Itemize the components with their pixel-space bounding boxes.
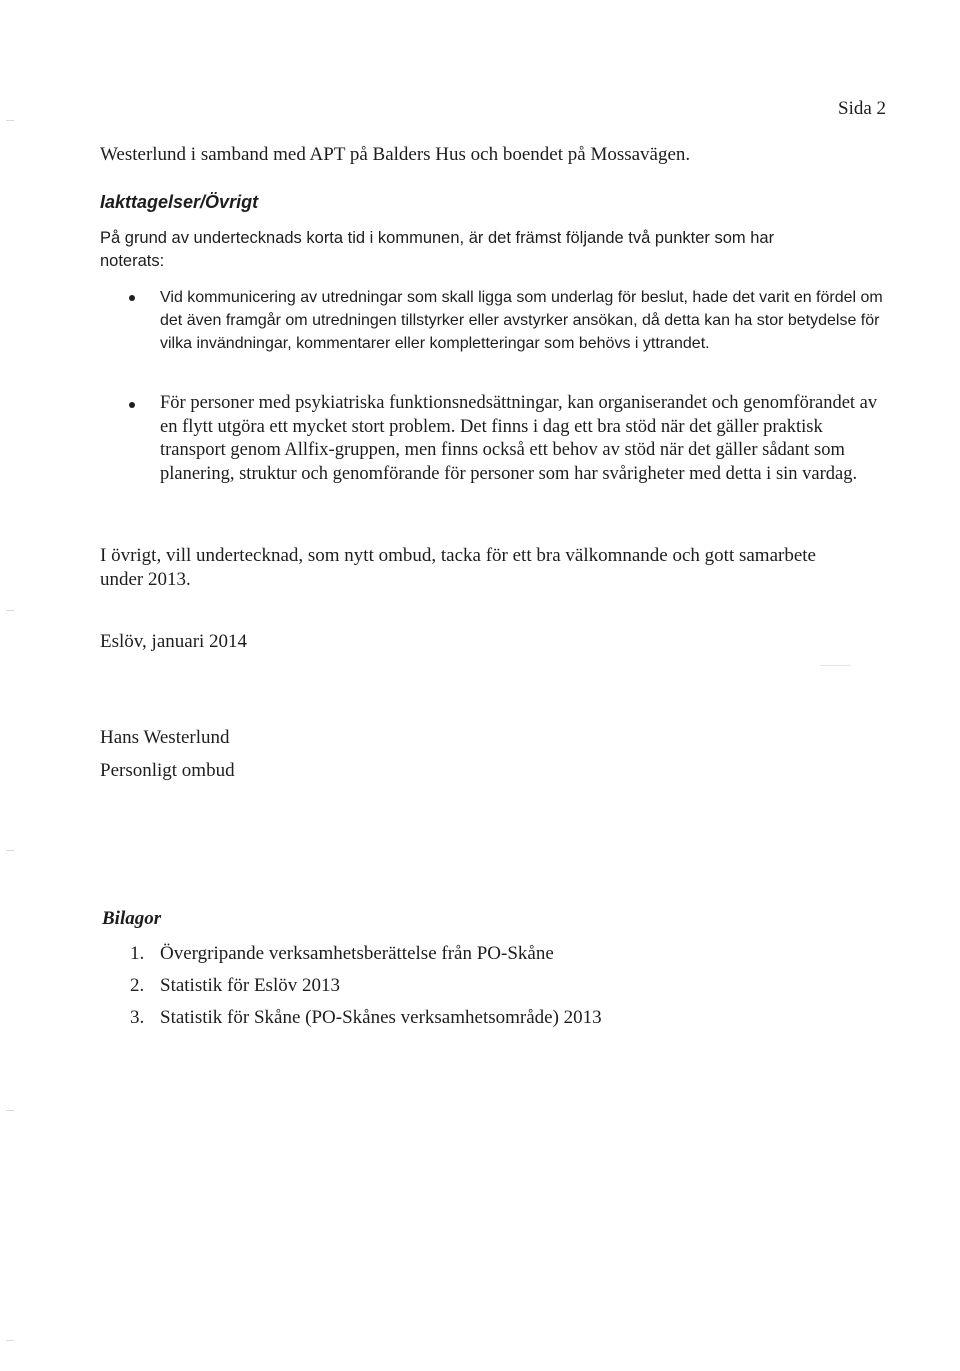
attachment-number: 2. xyxy=(130,975,145,996)
section-heading: Iakttagelser/Övrigt xyxy=(100,192,259,212)
margin-mark xyxy=(6,850,14,851)
closing-paragraph: I övrigt, vill undertecknad, som nytt ombud, tacka för ett bra välkomnande och gott samarbete under 2013. xyxy=(100,545,816,590)
margin-mark xyxy=(6,1110,14,1111)
place-date: Eslöv, januari 2014 xyxy=(100,631,248,652)
intro-paragraph: Westerlund i samband med APT på Balders Hus och boendet på Mossavägen. xyxy=(100,144,691,165)
list-item xyxy=(100,392,892,486)
list-item xyxy=(100,286,892,386)
attachment-title: Övergripande verksamhetsberättelse från PO-Skåne xyxy=(160,943,554,964)
attachment-number: 1. xyxy=(130,943,145,964)
section-intro-paragraph: På grund av undertecknads korta tid i kommunen, är det främst följande två punkter som har noterats: xyxy=(100,229,775,270)
signatory-name: Hans Westerlund xyxy=(100,727,230,748)
attachment-title: Statistik för Skåne (PO-Skånes verksamhetsområde) 2013 xyxy=(160,1007,602,1028)
attachments-heading: Bilagor xyxy=(102,908,162,929)
attachment-title: Statistik för Eslöv 2013 xyxy=(160,975,340,996)
signatory-title: Personligt ombud xyxy=(100,760,235,781)
attachment-number: 3. xyxy=(130,1007,145,1028)
bullet-icon xyxy=(129,295,135,301)
bullet-icon xyxy=(129,402,135,408)
list-item-text: För personer med psykiatriska funktionsnedsättningar, kan organiserandet och genomförandet av en flytt utgöra ett mycket stort problem. Det finns i dag ett bra stöd när det gäller praktisk transport genom Allfix-gruppen, men finns också ett behov av stöd när det gäller sådant som planering, struktur och genomförande för personer som har svårigheter med detta i sin vardag. xyxy=(160,393,878,484)
observation-list xyxy=(100,286,900,486)
margin-mark xyxy=(6,120,14,121)
scan-artifact-line xyxy=(820,665,850,666)
margin-mark xyxy=(6,1340,14,1341)
page-number: Sida 2 xyxy=(838,98,887,119)
margin-mark xyxy=(6,610,14,611)
list-item-text: Vid kommunicering av utredningar som skall ligga som underlag för beslut, hade det varit en fördel om det även framgår om utredningen tillstyrker eller avstyrker ansökan, då detta kan ha stor betydelse för vilka invändningar, kommentarer eller kompletteringar som behövs i yttrandet. xyxy=(160,289,883,352)
